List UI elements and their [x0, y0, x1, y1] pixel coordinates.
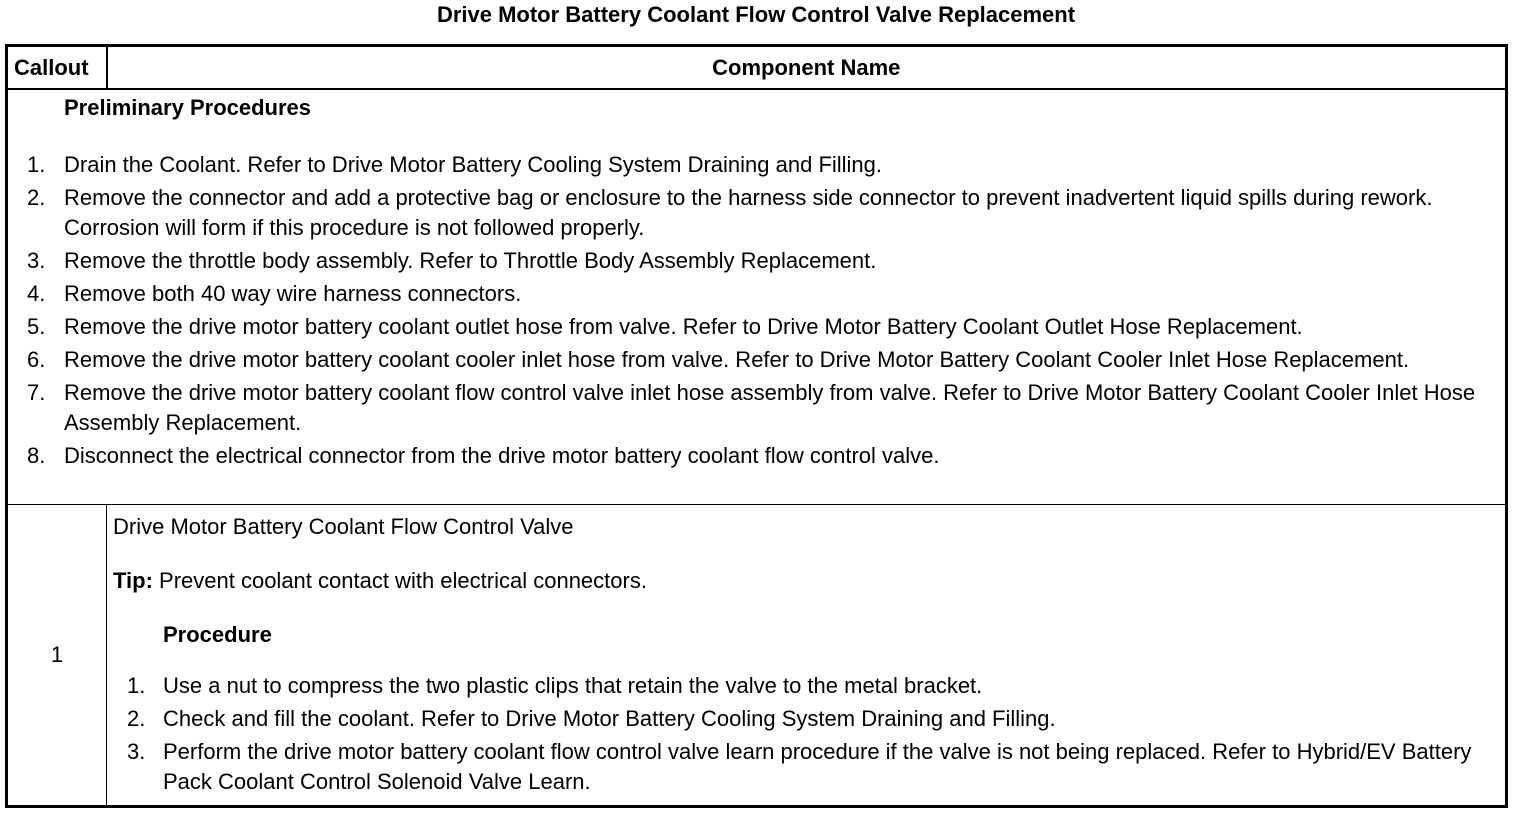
procedure-heading: Procedure [163, 622, 272, 647]
list-item [8, 378, 1505, 438]
step-text: Check and fill the coolant. Refer to Drive Motor Battery Cooling System Draining and Filling. [163, 706, 1056, 731]
tip-text: Prevent coolant contact with electrical connectors. [152, 568, 647, 593]
step-number: 2. [27, 185, 46, 210]
list-item [8, 183, 1505, 243]
tip-note [113, 563, 1501, 599]
step-text: Disconnect the electrical connector from the drive motor battery coolant flow control valve. [64, 443, 940, 468]
list-item [113, 737, 1501, 797]
list-item [8, 345, 1505, 375]
step-number: 1. [27, 152, 46, 177]
preliminary-procedures-heading: Preliminary Procedures [64, 95, 312, 120]
step-text: Remove the drive motor battery coolant cooler inlet hose from valve. Refer to Drive Motor Battery Coolant Cooler Inlet Hose Replacement. [64, 347, 1410, 372]
step-number: 4. [27, 281, 46, 306]
step-number: 2. [127, 706, 146, 731]
component-detail-cell [107, 505, 1507, 807]
callout-column-header: Callout [7, 46, 107, 90]
component-name-column-header: Component Name [107, 46, 1507, 90]
step-number: 6. [27, 347, 46, 372]
table-header-row [7, 46, 1507, 90]
step-number: 7. [27, 380, 46, 405]
table-row [7, 505, 1507, 807]
document-title: Drive Motor Battery Coolant Flow Control Valve Replacement [436, 2, 1076, 27]
step-text: Remove the drive motor battery coolant outlet hose from valve. Refer to Drive Motor Battery Coolant Outlet Hose Replacement. [64, 314, 1303, 339]
step-text: Perform the drive motor battery coolant flow control valve learn procedure if the valve is not being replaced. Refer to Hybrid/EV Battery Pack Coolant Control Solenoid Valve Learn. [163, 739, 1472, 794]
preliminary-steps-list [8, 150, 1505, 471]
step-text: Remove the connector and add a protective bag or enclosure to the harness side connector to prevent inadvertent liquid spills during rework. Corrosion will form if this procedure is not followed properly. [64, 185, 1433, 240]
list-item [8, 441, 1505, 471]
callout-number: 1 [7, 505, 107, 807]
list-item [113, 671, 1501, 701]
list-item [8, 279, 1505, 309]
step-number: 8. [27, 443, 46, 468]
step-text: Remove the throttle body assembly. Refer to Throttle Body Assembly Replacement. [64, 248, 877, 273]
step-number: 1. [127, 673, 146, 698]
tip-label: Tip: [113, 568, 153, 593]
step-number: 5. [27, 314, 46, 339]
procedure-steps-list [113, 671, 1501, 797]
list-item [113, 704, 1501, 734]
step-text: Drain the Coolant. Refer to Drive Motor Battery Cooling System Draining and Filling. [64, 152, 883, 177]
preliminary-procedures-cell [7, 89, 1507, 505]
list-item [8, 150, 1505, 180]
step-text: Remove the drive motor battery coolant flow control valve inlet hose assembly from valve. Refer to Drive Motor Battery Coolant Cooler Inlet Hose Assembly Replacement. [64, 380, 1476, 435]
step-number: 3. [127, 739, 146, 764]
list-item [8, 312, 1505, 342]
preliminary-procedures-row [7, 89, 1507, 505]
list-item [8, 246, 1505, 276]
component-name: Drive Motor Battery Coolant Flow Control Valve [113, 514, 574, 539]
step-text: Use a nut to compress the two plastic clips that retain the valve to the metal bracket. [163, 673, 983, 698]
step-number: 3. [27, 248, 46, 273]
step-text: Remove both 40 way wire harness connectors. [64, 281, 522, 306]
procedure-table [5, 44, 1508, 808]
